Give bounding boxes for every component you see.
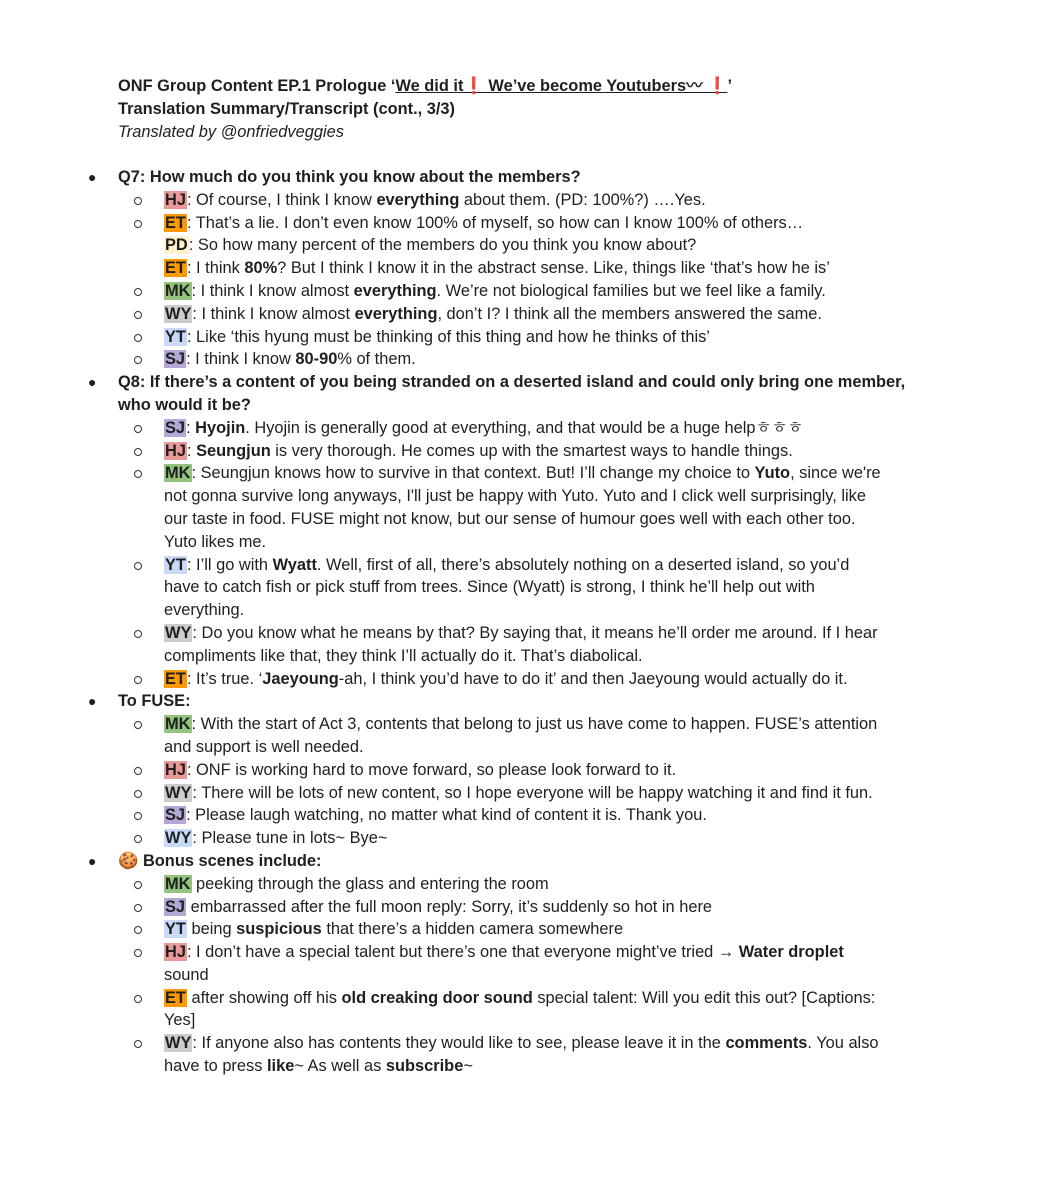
text-run: our taste in food. FUSE might not know, but our sense of humour goes well with each other too. — [164, 509, 856, 528]
text-line — [164, 964, 920, 987]
text-run: being — [186, 920, 237, 939]
hollow-bullet-icon — [134, 630, 142, 638]
hollow-bullet-icon — [134, 926, 142, 934]
text-line — [164, 941, 920, 964]
speaker-tag: PD — [165, 236, 188, 255]
text-line — [164, 736, 920, 759]
text-run: . Hyojin is generally good at everything, and that would be a huge helpㅎㅎㅎ — [245, 418, 804, 437]
text-run: : I think — [186, 259, 245, 278]
text-line — [164, 759, 920, 782]
section-title — [0, 850, 918, 873]
list-item — [0, 303, 920, 326]
speaker-tag: MK — [165, 715, 191, 734]
text-run: : If anyone also has contents they would like to see, please leave it in the — [192, 1034, 726, 1053]
list-item — [0, 668, 920, 691]
text-run: : That’s a lie. I don’t even know 100% of myself, so how can I know 100% of others… — [186, 213, 804, 232]
list-item — [0, 554, 920, 622]
text-run: : Like ‘this hyung must be thinking of this thing and how he thinks of this’ — [186, 327, 710, 346]
hollow-bullet-icon — [134, 470, 142, 478]
speaker-tag: MK — [165, 281, 191, 300]
document-subtitle: Translation Summary/Transcript (cont., 3/3) — [118, 100, 456, 118]
text-run: . We’re not biological families but we feel like a family. — [436, 281, 826, 300]
text-run: Yes] — [164, 1011, 196, 1030]
text-line — [164, 1009, 920, 1032]
bold-text: Yuto — [754, 464, 791, 483]
text-run: ? But I think I know it in the abstract sense. Like, things like ‘that’s how he is’ — [277, 259, 830, 278]
speaker-tag: ET — [165, 213, 186, 232]
text-run: : I don’t have a special talent but there’s one that everyone might’ve tried → — [186, 943, 739, 962]
speaker-tag: SJ — [165, 418, 186, 437]
bold-text: old creaking door sound — [341, 988, 533, 1007]
text-run: not gonna survive long anyways, I'll just be happy with Yuto. Yuto and I click well surprisingly, like — [164, 487, 866, 506]
list-item — [0, 417, 920, 440]
hollow-bullet-icon — [134, 812, 142, 820]
document-header — [118, 75, 998, 144]
text-line — [164, 987, 920, 1010]
bold-text: Jaeyoung — [262, 669, 339, 688]
text-run: : There will be lots of new content, so I hope everyone will be happy watching it and find it fun. — [192, 783, 873, 802]
bold-text: Water droplet — [738, 943, 844, 962]
list-item — [0, 918, 920, 941]
text-line — [164, 280, 920, 303]
bold-text: Wyatt — [272, 555, 317, 574]
bullet-icon: ● — [88, 374, 97, 391]
speaker-tag: ET — [165, 988, 186, 1007]
speaker-tag: SJ — [165, 897, 186, 916]
text-line — [164, 417, 920, 440]
speaker-tag: SJ — [165, 806, 186, 825]
list-item — [0, 440, 920, 463]
text-run: , don’t I? I think all the members answered the same. — [437, 304, 822, 323]
list-item — [0, 713, 920, 759]
list-item — [0, 280, 920, 303]
bold-text: everything — [354, 304, 438, 323]
section-title — [0, 690, 918, 713]
text-run: special talent: Will you edit this out? [Captions: — [532, 988, 876, 1007]
text-run: : It’s true. ‘ — [186, 669, 263, 688]
hollow-bullet-icon — [134, 676, 142, 684]
text-run: : — [186, 418, 196, 437]
text-line — [164, 713, 920, 736]
speaker-tag: WY — [165, 304, 192, 323]
text-run: embarrassed after the full moon reply: Sorry, it’s suddenly so hot in here — [186, 897, 713, 916]
list-item — [0, 804, 920, 827]
text-run: % of them. — [337, 350, 416, 369]
list-item — [0, 941, 920, 987]
speaker-tag: YT — [165, 920, 186, 939]
hollow-bullet-icon — [134, 904, 142, 912]
list-item — [0, 622, 920, 668]
speaker-tag: HJ — [165, 441, 186, 460]
text-run: : I think I know almost — [191, 281, 354, 300]
text-line — [164, 782, 920, 805]
hollow-bullet-icon — [134, 562, 142, 570]
text-line — [164, 440, 920, 463]
text-run: : — [186, 441, 197, 460]
text-line — [164, 896, 920, 919]
text-line — [164, 918, 920, 941]
bold-text: Seungjun — [196, 441, 271, 460]
text-run: . Well, first of all, there’s absolutely nothing on a deserted island, so you’d — [316, 555, 850, 574]
hollow-bullet-icon — [134, 790, 142, 798]
text-line — [164, 485, 920, 508]
bold-text: suspicious — [236, 920, 322, 939]
speaker-tag: SJ — [165, 350, 186, 369]
bullet-icon: ● — [88, 169, 97, 185]
hollow-bullet-icon — [134, 425, 142, 433]
translator-credit: Translated by @onfriedveggies — [118, 123, 344, 141]
list-item — [0, 1032, 920, 1078]
hollow-bullet-icon — [134, 288, 142, 296]
list-item — [0, 189, 920, 212]
speaker-tag: ET — [165, 259, 186, 278]
list-item — [0, 326, 920, 349]
text-run: is very thorough. He comes up with the smartest ways to handle things. — [270, 441, 793, 460]
section-title — [0, 166, 918, 189]
speaker-tag: WY — [165, 623, 192, 642]
speaker-tag: HJ — [165, 943, 186, 962]
document-title: ONF Group Content EP.1 Prologue ‘We did it❗ We’ve become Youtubers〰 ❗’ — [118, 77, 733, 95]
text-run: have to press — [164, 1057, 267, 1076]
hollow-bullet-icon — [134, 1040, 142, 1048]
title-underlined: We did it❗ We’ve become Youtubers〰 ❗ — [395, 77, 728, 95]
text-line — [164, 303, 920, 326]
text-line — [164, 645, 920, 668]
text-run: peeking through the glass and entering the room — [191, 874, 549, 893]
hollow-bullet-icon — [134, 835, 142, 843]
text-run: , since we're — [790, 464, 881, 483]
text-line — [164, 827, 920, 850]
text-run: ~ — [463, 1057, 473, 1076]
text-run: sound — [164, 965, 209, 984]
hollow-bullet-icon — [134, 995, 142, 1003]
hollow-bullet-icon — [134, 767, 142, 775]
speaker-tag: YT — [165, 327, 186, 346]
text-line — [164, 212, 920, 235]
bullet-icon: ● — [88, 693, 97, 710]
section — [0, 850, 1037, 1078]
text-line — [164, 668, 920, 691]
list-item — [0, 782, 920, 805]
list-item — [0, 462, 920, 553]
text-run: that there’s a hidden camera somewhere — [321, 920, 624, 939]
text-run: : So how many percent of the members do you think you know about? — [188, 236, 697, 255]
bold-text: 80-90 — [295, 350, 338, 369]
text-line — [164, 348, 920, 371]
text-run: everything. — [164, 601, 245, 620]
speaker-tag: HJ — [165, 760, 186, 779]
text-run: : With the start of Act 3, contents that belong to just us have come to happen. FUSE’s attention — [191, 715, 878, 734]
speaker-tag: ET — [165, 669, 186, 688]
text-run: : ONF is working hard to move forward, so please look forward to it. — [186, 760, 677, 779]
bold-text: 80% — [244, 259, 278, 278]
text-run: : Of course, I think I know — [186, 190, 377, 209]
list-item — [0, 987, 920, 1033]
hollow-bullet-icon — [134, 881, 142, 889]
bullet-icon: ● — [88, 852, 97, 869]
list-item — [0, 873, 920, 896]
text-run: have to catch fish or pick stuff from trees. Since (Wyatt) is strong, I think he’ll help out with — [164, 578, 815, 597]
text-line — [164, 599, 920, 622]
section-title-text: Q7: How much do you think you know about the members? — [118, 168, 581, 186]
text-run: : I think I know — [186, 350, 296, 369]
hollow-bullet-icon — [134, 220, 142, 228]
hollow-bullet-icon — [134, 334, 142, 342]
text-run: : I think I know almost — [192, 304, 355, 323]
text-line — [164, 508, 920, 531]
speaker-tag: WY — [165, 829, 192, 848]
text-line — [164, 873, 920, 896]
text-line — [164, 804, 920, 827]
text-run: : Seungjun knows how to survive in that context. But! I’ll change my choice to — [191, 464, 755, 483]
hollow-bullet-icon — [134, 356, 142, 364]
text-run: -ah, I think you’d have to do it’ and then Jaeyoung would actually do it. — [338, 669, 848, 688]
speaker-tag: HJ — [165, 190, 186, 209]
text-line — [164, 622, 920, 645]
hollow-bullet-icon — [134, 949, 142, 957]
text-line — [164, 257, 920, 280]
text-line — [164, 554, 920, 577]
section-title-text: Q8: If there’s a content of you being stranded on a deserted island and could only bring one member, who would it be? — [118, 373, 906, 414]
exclamation-icon: ❗ — [463, 77, 484, 95]
exclamation-icon: ❗ — [707, 77, 728, 95]
hollow-bullet-icon — [134, 448, 142, 456]
text-run: : Please laugh watching, no matter what kind of content it is. Thank you. — [186, 806, 707, 825]
list-item — [0, 212, 920, 280]
text-run: about them. (PD: 100%?) ….Yes. — [459, 190, 706, 209]
text-run: : Please tune in lots~ Bye~ — [192, 829, 388, 848]
hollow-bullet-icon — [134, 197, 142, 205]
hollow-bullet-icon — [134, 311, 142, 319]
transcript-content — [0, 166, 1037, 1078]
bold-text: like — [266, 1057, 295, 1076]
list-item — [0, 759, 920, 782]
text-line — [164, 576, 920, 599]
text-line — [164, 1055, 920, 1078]
section-title-text: 🍪 Bonus scenes include: — [118, 851, 322, 870]
text-run: Yuto likes me. — [164, 532, 267, 551]
text-line — [164, 326, 920, 349]
text-run: : Do you know what he means by that? By saying that, it means he’ll order me around. If I hear — [192, 623, 878, 642]
list-item — [0, 348, 920, 371]
text-line — [164, 1032, 920, 1055]
bold-text: Hyojin — [195, 418, 246, 437]
bold-text: comments — [725, 1034, 808, 1053]
hollow-bullet-icon — [134, 721, 142, 729]
text-run: ~ As well as — [294, 1057, 386, 1076]
text-run: compliments like that, they think I’ll actually do it. That’s diabolical. — [164, 646, 643, 665]
speaker-tag: WY — [165, 783, 192, 802]
text-run: . You also — [807, 1034, 879, 1053]
text-run: and support is well needed. — [164, 737, 364, 756]
section — [0, 690, 1037, 850]
bold-text: everything — [376, 190, 460, 209]
text-line — [164, 531, 920, 554]
bold-text: everything — [353, 281, 437, 300]
section — [0, 166, 1037, 371]
text-run: after showing off his — [186, 988, 342, 1007]
text-run: : I’ll go with — [186, 555, 273, 574]
speaker-tag: YT — [165, 555, 186, 574]
text-line — [164, 234, 920, 257]
section-title-text: To FUSE: — [118, 692, 191, 711]
text-line — [164, 462, 920, 485]
speaker-tag: MK — [165, 874, 191, 893]
section-title — [0, 371, 918, 417]
speaker-tag: MK — [165, 464, 191, 483]
speaker-tag: WY — [165, 1034, 192, 1053]
list-item — [0, 896, 920, 919]
section — [0, 371, 1037, 690]
list-item — [0, 827, 920, 850]
text-line — [164, 189, 920, 212]
bold-text: subscribe — [385, 1057, 464, 1076]
